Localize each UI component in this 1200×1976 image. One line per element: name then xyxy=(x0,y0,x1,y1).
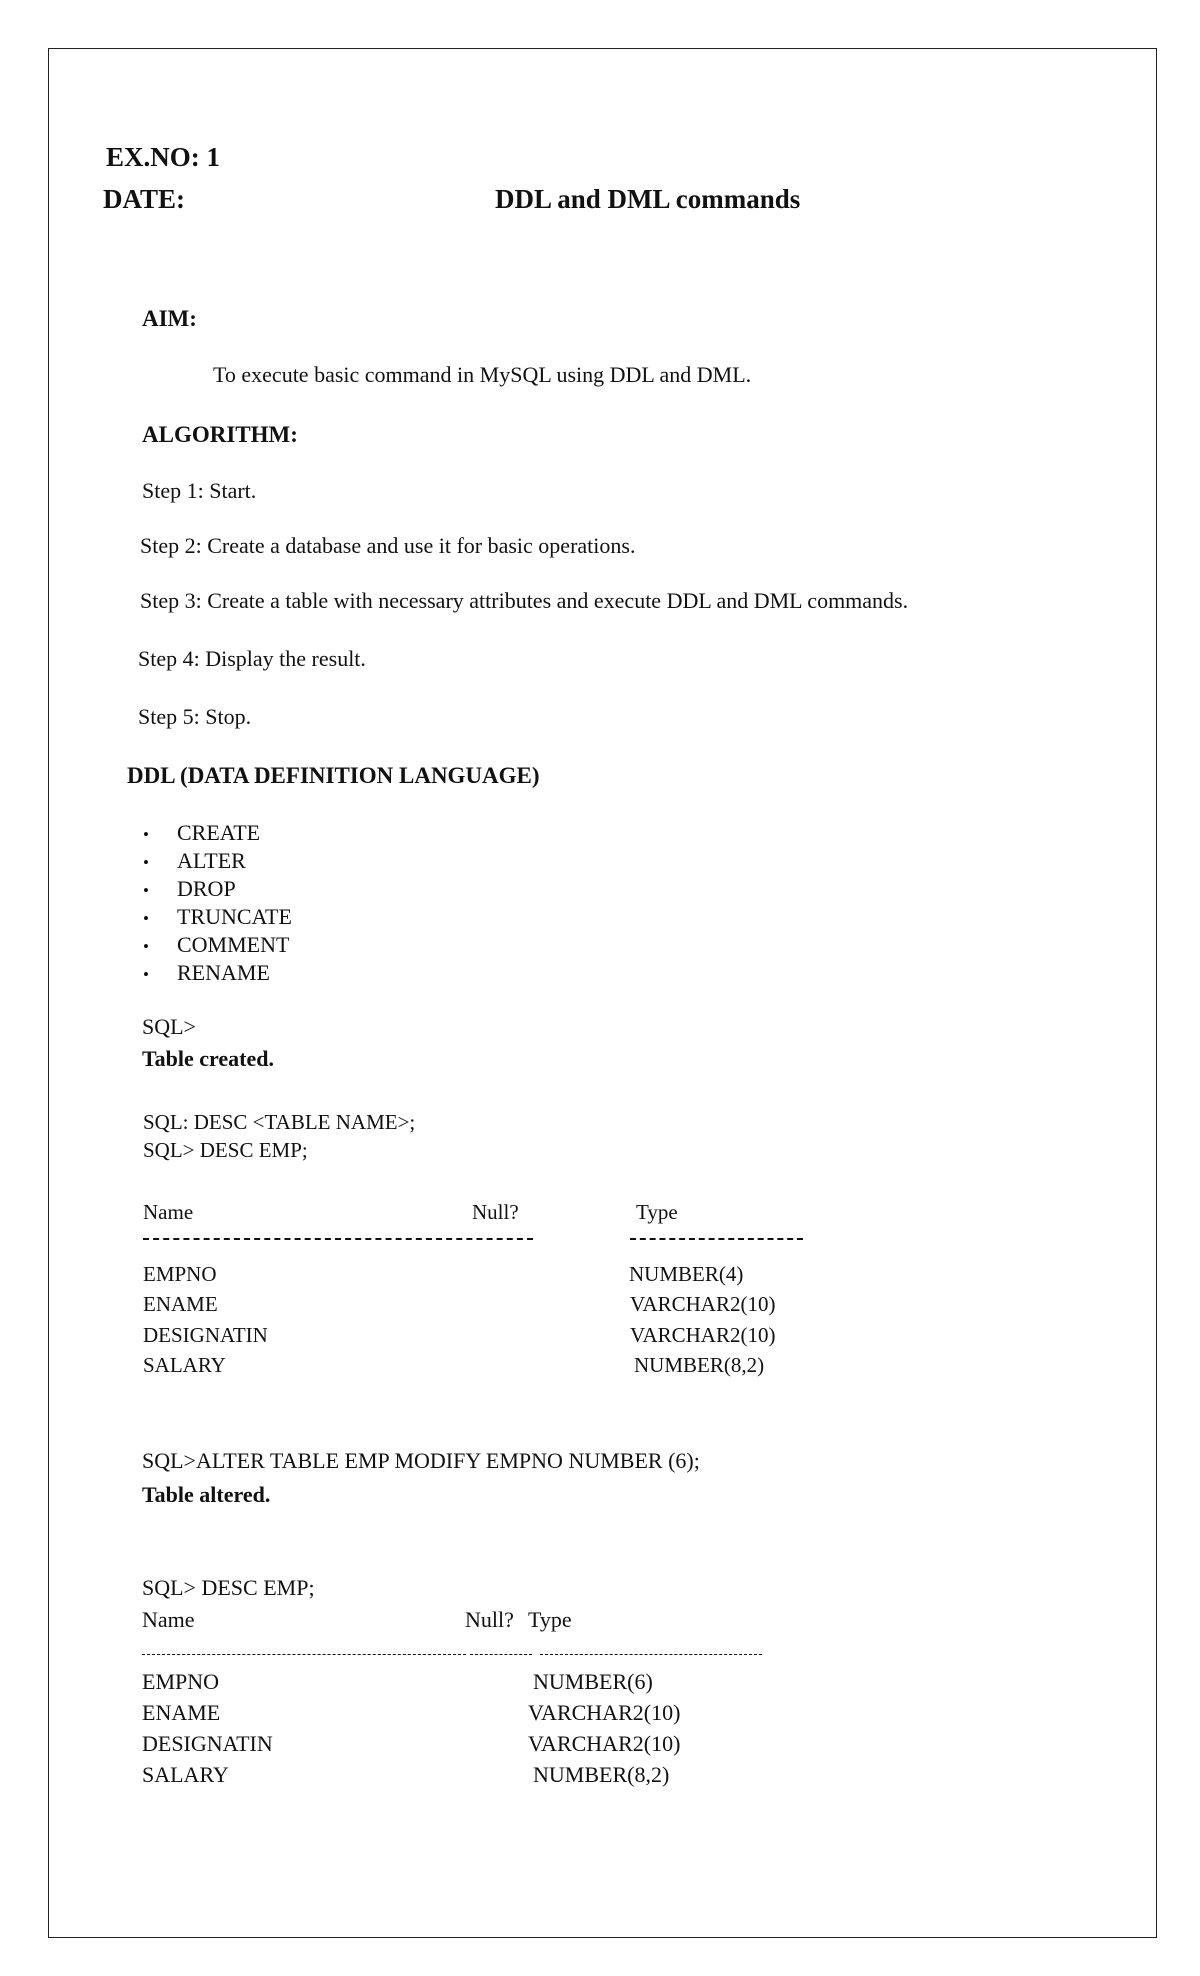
column-header-type: Type xyxy=(636,1200,678,1224)
bullet-icon: • xyxy=(143,909,149,928)
algorithm-step: Step 5: Stop. xyxy=(138,704,252,729)
desc-command: SQL> DESC EMP; xyxy=(143,1138,308,1162)
algorithm-step: Step 4: Display the result. xyxy=(138,646,366,671)
desc-command-2: SQL> DESC EMP; xyxy=(142,1575,315,1600)
column-header-null: Null? xyxy=(465,1607,514,1632)
header-divider xyxy=(143,1238,533,1243)
algorithm-step: Step 3: Create a table with necessary attributes and execute DDL and DML commands. xyxy=(140,588,909,613)
bullet-icon: • xyxy=(143,853,149,872)
ddl-command: COMMENT xyxy=(177,932,290,957)
algorithm-heading: ALGORITHM: xyxy=(142,422,298,447)
table-created-result: Table created. xyxy=(142,1046,274,1071)
ddl-heading: DDL (DATA DEFINITION LANGUAGE) xyxy=(127,763,540,788)
cell-type: VARCHAR2(10) xyxy=(630,1292,776,1316)
cell-type: VARCHAR2(10) xyxy=(528,1731,681,1756)
algorithm-step: Step 2: Create a database and use it for basic operations. xyxy=(140,533,636,558)
cell-name: SALARY xyxy=(142,1762,229,1787)
cell-type: NUMBER(4) xyxy=(629,1262,744,1286)
header-divider xyxy=(142,1654,466,1657)
bullet-icon: • xyxy=(143,825,149,844)
cell-name: EMPNO xyxy=(143,1262,217,1286)
algorithm-step: Step 1: Start. xyxy=(142,478,257,503)
cell-name: DESIGNATIN xyxy=(143,1323,268,1347)
header-divider xyxy=(540,1654,762,1657)
exercise-number: EX.NO: 1 xyxy=(106,142,220,172)
cell-name: ENAME xyxy=(143,1292,218,1316)
alter-command: SQL>ALTER TABLE EMP MODIFY EMPNO NUMBER (6); xyxy=(142,1448,700,1473)
ddl-command: DROP xyxy=(177,876,236,901)
ddl-command: TRUNCATE xyxy=(177,904,292,929)
table-altered-result: Table altered. xyxy=(142,1482,271,1507)
column-header-name: Name xyxy=(143,1200,194,1224)
header-divider xyxy=(470,1654,532,1657)
cell-type: NUMBER(6) xyxy=(533,1669,653,1694)
bullet-icon: • xyxy=(143,937,149,956)
ddl-command: CREATE xyxy=(177,820,261,845)
bullet-icon: • xyxy=(143,881,149,900)
desc-syntax: SQL: DESC <TABLE NAME>; xyxy=(143,1110,416,1134)
column-header-null: Null? xyxy=(472,1200,519,1224)
cell-name: EMPNO xyxy=(142,1669,220,1694)
cell-name: SALARY xyxy=(143,1353,226,1377)
column-header-type: Type xyxy=(528,1607,572,1632)
column-header-name: Name xyxy=(142,1607,195,1632)
sql-prompt: SQL> xyxy=(142,1014,196,1039)
ddl-command: ALTER xyxy=(177,848,246,873)
cell-type: VARCHAR2(10) xyxy=(630,1323,776,1347)
date-label: DATE: xyxy=(103,184,186,214)
cell-type: VARCHAR2(10) xyxy=(528,1700,681,1725)
cell-type: NUMBER(8,2) xyxy=(634,1353,765,1377)
cell-name: DESIGNATIN xyxy=(142,1731,273,1756)
aim-text: To execute basic command in MySQL using DDL and DML. xyxy=(213,362,752,387)
header-divider xyxy=(630,1238,803,1243)
document-title: DDL and DML commands xyxy=(495,184,801,214)
cell-name: ENAME xyxy=(142,1700,221,1725)
cell-type: NUMBER(8,2) xyxy=(533,1762,670,1787)
ddl-command: RENAME xyxy=(177,960,270,985)
aim-heading: AIM: xyxy=(142,306,197,331)
bullet-icon: • xyxy=(143,965,149,984)
